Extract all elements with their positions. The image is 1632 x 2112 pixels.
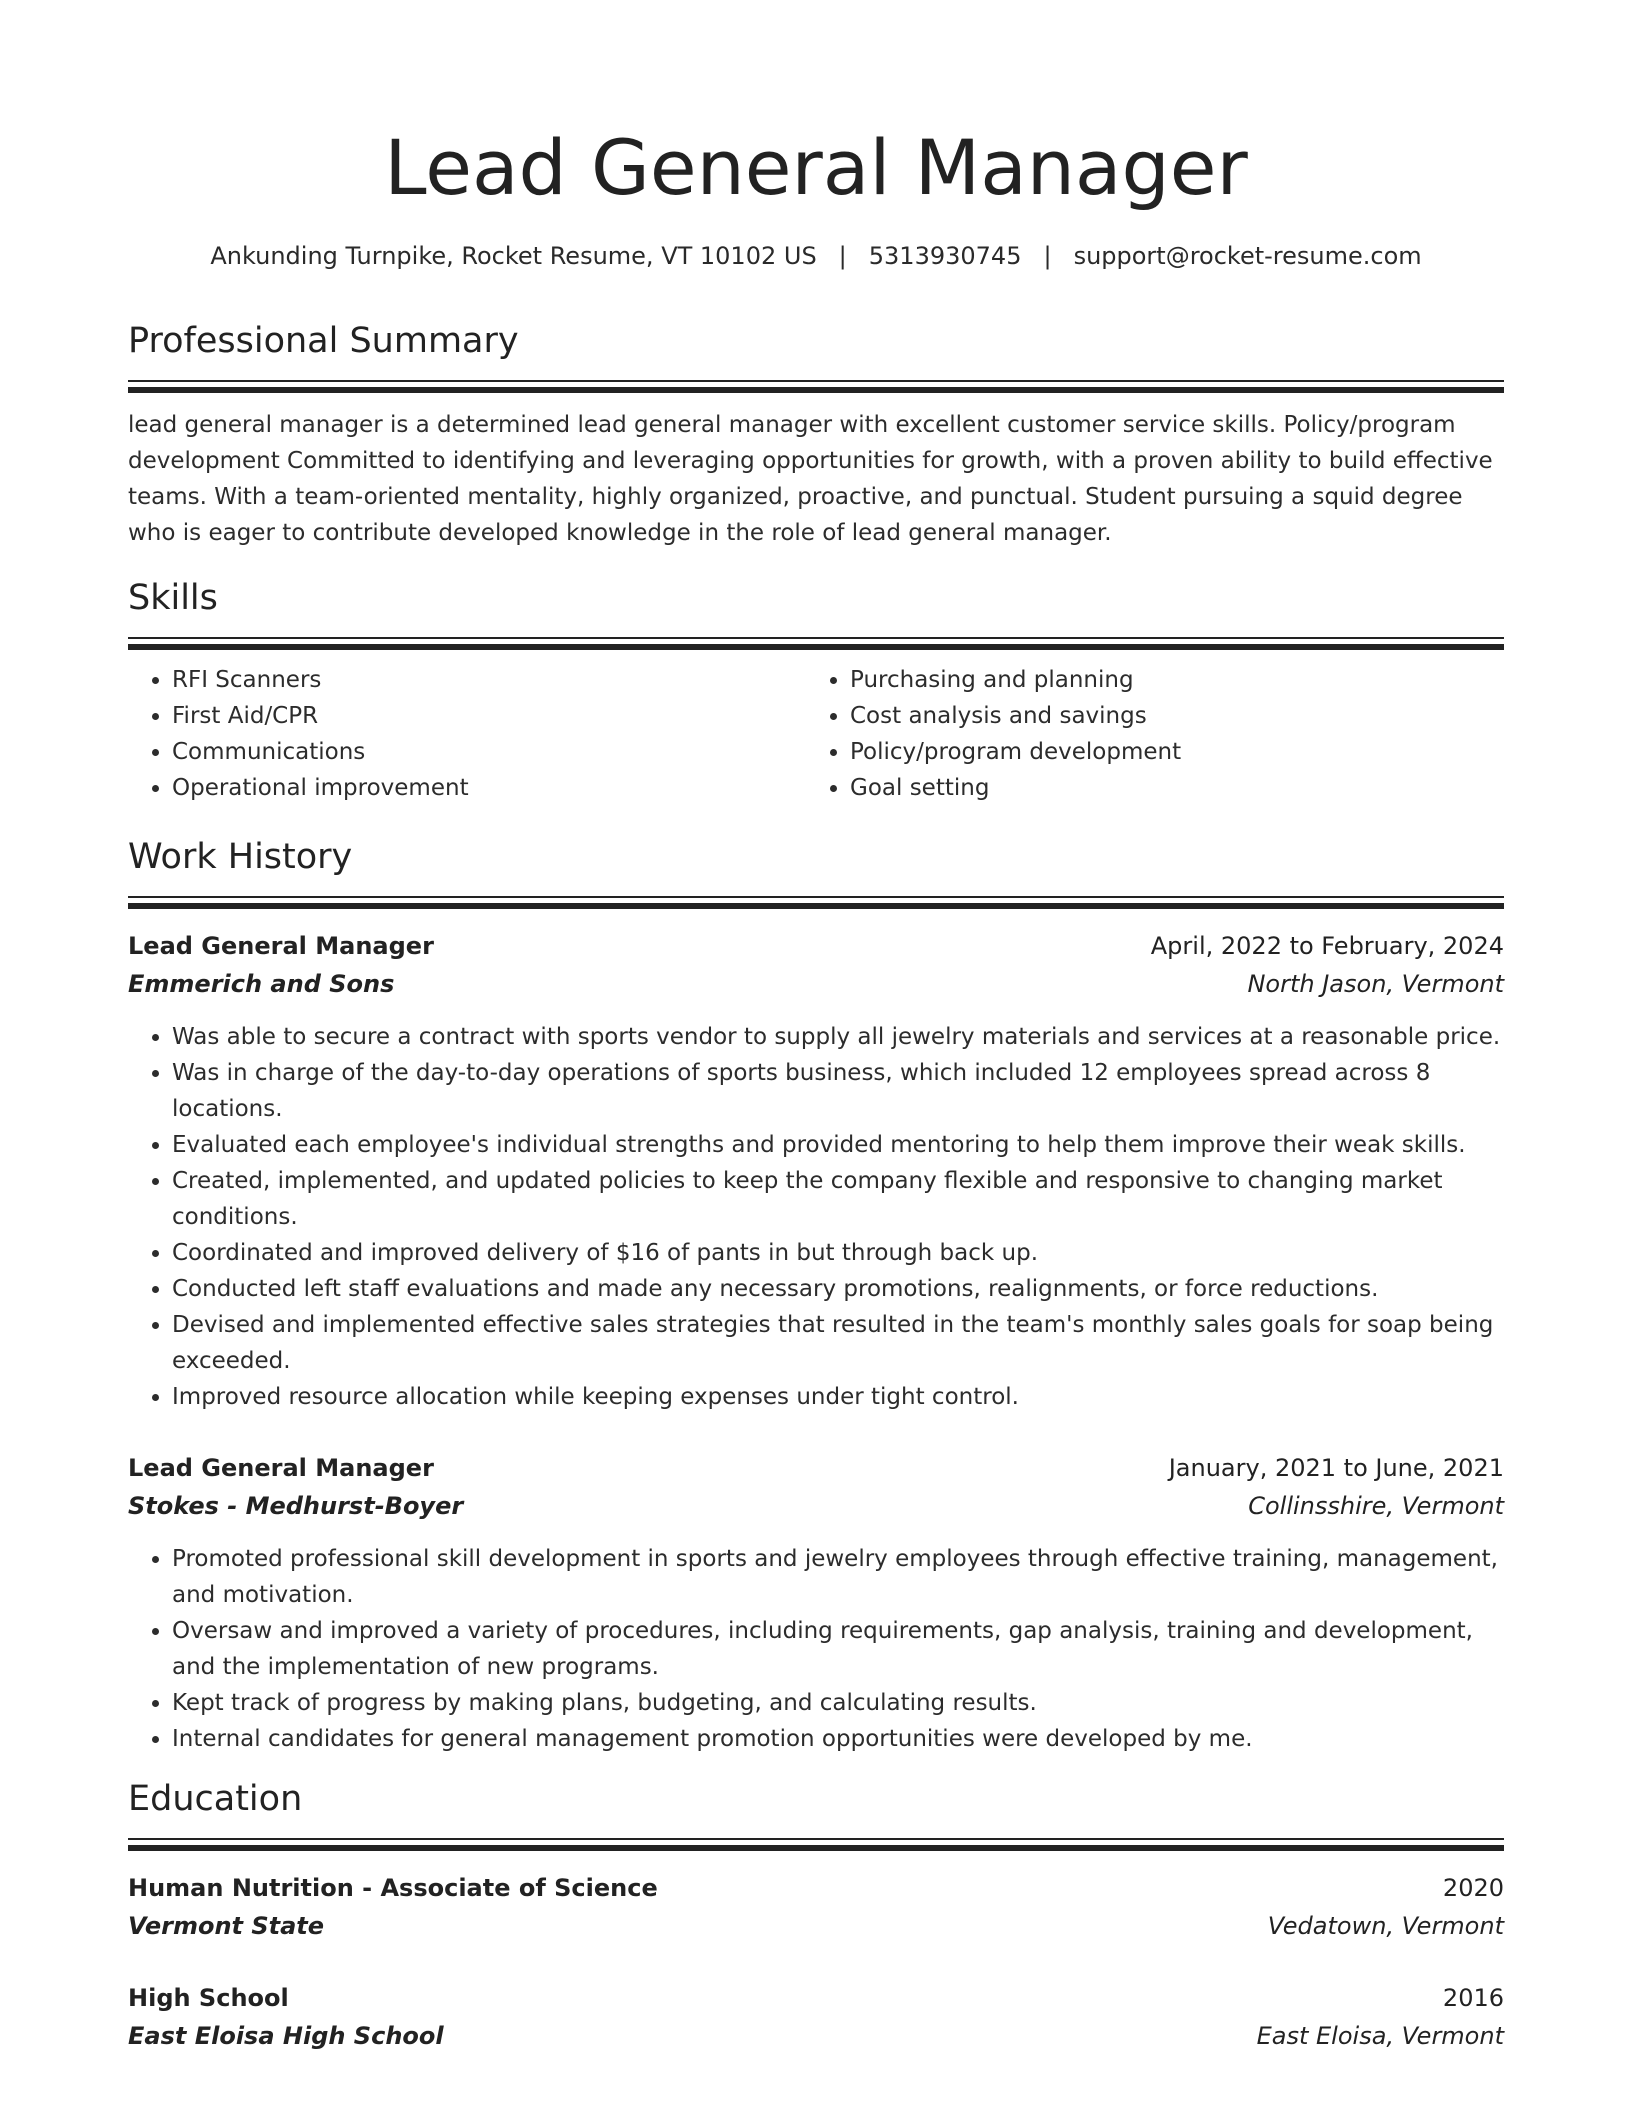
contact-line: [128, 238, 1504, 274]
skill-item: • Communications: [172, 734, 806, 770]
summary-text: lead general manager is a determined lead general manager with excellent customer service skills. Policy/program development Committed to identifying and leveraging opportunities for growth, with a proven ability to build effective teams. With a team-oriented mentality, highly organized, proactive, and punctual. Student pursuing a squid degree who is eager to contribute developed knowledge in the role of lead general manager.: [128, 412, 1493, 546]
section-divider-thick: [128, 1845, 1504, 1851]
skill-item: • First Aid/CPR: [172, 698, 806, 734]
job-company: Stokes - Medhurst-Boyer: [128, 1492, 464, 1520]
job-bullet: • Devised and implemented effective sales strategies that resulted in the team's monthly sales goals for soap being exceeded.: [172, 1307, 1504, 1379]
skills-heading: Skills: [128, 578, 218, 618]
contact-separator: |: [1043, 242, 1052, 270]
education-degree: High School: [128, 1984, 289, 2012]
contact-separator: |: [838, 242, 847, 270]
job-location: North Jason, Vermont: [1247, 970, 1504, 998]
contact-phone: 5313930745: [868, 242, 1022, 270]
skill-item: • Goal setting: [850, 770, 1484, 806]
education-school: East Eloisa High School: [128, 2022, 444, 2050]
skill-item: • RFI Scanners: [172, 662, 806, 698]
education-year: 2020: [1442, 1874, 1504, 1902]
job-title: Lead General Manager: [128, 932, 434, 960]
section-divider-thick: [128, 387, 1504, 393]
summary-heading: Professional Summary: [128, 321, 519, 361]
job-bullet: • Internal candidates for general management promotion opportunities were developed by me.: [172, 1721, 1504, 1757]
education-location: Vedatown, Vermont: [1267, 1912, 1504, 1940]
section-divider: [128, 637, 1504, 639]
job-bullet: • Improved resource allocation while keeping expenses under tight control.: [172, 1379, 1504, 1415]
skills-list-right: [806, 662, 1484, 806]
job-bullet: • Promoted professional skill development in sports and jewelry employees through effective training, management, and motivation.: [172, 1541, 1504, 1613]
job-entry: [128, 927, 1504, 1415]
job-title: Lead General Manager: [128, 1454, 434, 1482]
skill-item: • Policy/program development: [850, 734, 1484, 770]
skill-item: • Cost analysis and savings: [850, 698, 1484, 734]
education-heading: Education: [128, 1779, 303, 1819]
job-bullet: • Created, implemented, and updated policies to keep the company flexible and responsive to changing market conditions.: [172, 1163, 1504, 1235]
work-heading: Work History: [128, 837, 353, 877]
job-dates: January, 2021 to June, 2021: [1168, 1454, 1504, 1482]
contact-email: support@rocket-resume.com: [1073, 242, 1422, 270]
job-bullet: • Kept track of progress by making plans, budgeting, and calculating results.: [172, 1685, 1504, 1721]
skill-item: • Purchasing and planning: [850, 662, 1484, 698]
section-divider-thick: [128, 644, 1504, 650]
section-divider-thick: [128, 903, 1504, 909]
job-dates: April, 2022 to February, 2024: [1150, 932, 1504, 960]
skills-section: [128, 573, 1504, 806]
education-year: 2016: [1442, 1984, 1504, 2012]
section-divider: [128, 380, 1504, 382]
skills-list-left: [128, 662, 806, 806]
education-entry: [128, 1869, 1504, 1945]
job-bullet: • Oversaw and improved a variety of procedures, including requirements, gap analysis, training and development, and the implementation of new programs.: [172, 1613, 1504, 1685]
skill-item: • Operational improvement: [172, 770, 806, 806]
page-title: Lead General Manager: [384, 123, 1248, 212]
education-degree: Human Nutrition - Associate of Science: [128, 1874, 658, 1902]
job-bullet: • Conducted left staff evaluations and made any necessary promotions, realignments, or force reductions.: [172, 1271, 1504, 1307]
job-company: Emmerich and Sons: [128, 970, 395, 998]
education-entry: [128, 1979, 1504, 2055]
work-section: [128, 832, 1504, 1757]
job-bullets: [128, 1541, 1504, 1757]
job-bullet: • Was in charge of the day-to-day operations of sports business, which included 12 employees spread across 8 locations.: [172, 1055, 1504, 1127]
contact-address: Ankunding Turnpike, Rocket Resume, VT 10102 US: [210, 242, 817, 270]
job-bullet: • Was able to secure a contract with sports vendor to supply all jewelry materials and services at a reasonable price.: [172, 1019, 1504, 1055]
section-divider: [128, 896, 1504, 898]
summary-section: [128, 316, 1504, 551]
skills-columns: [128, 662, 1504, 806]
job-location: Collinsshire, Vermont: [1248, 1492, 1504, 1520]
job-entry: [128, 1449, 1504, 1757]
education-location: East Eloisa, Vermont: [1256, 2022, 1504, 2050]
section-divider: [128, 1838, 1504, 1840]
job-bullet: • Evaluated each employee's individual strengths and provided mentoring to help them improve their weak skills.: [172, 1127, 1504, 1163]
job-bullets: [128, 1019, 1504, 1415]
education-school: Vermont State: [128, 1912, 325, 1940]
education-section: [128, 1774, 1504, 2055]
job-bullet: • Coordinated and improved delivery of $16 of pants in but through back up.: [172, 1235, 1504, 1271]
